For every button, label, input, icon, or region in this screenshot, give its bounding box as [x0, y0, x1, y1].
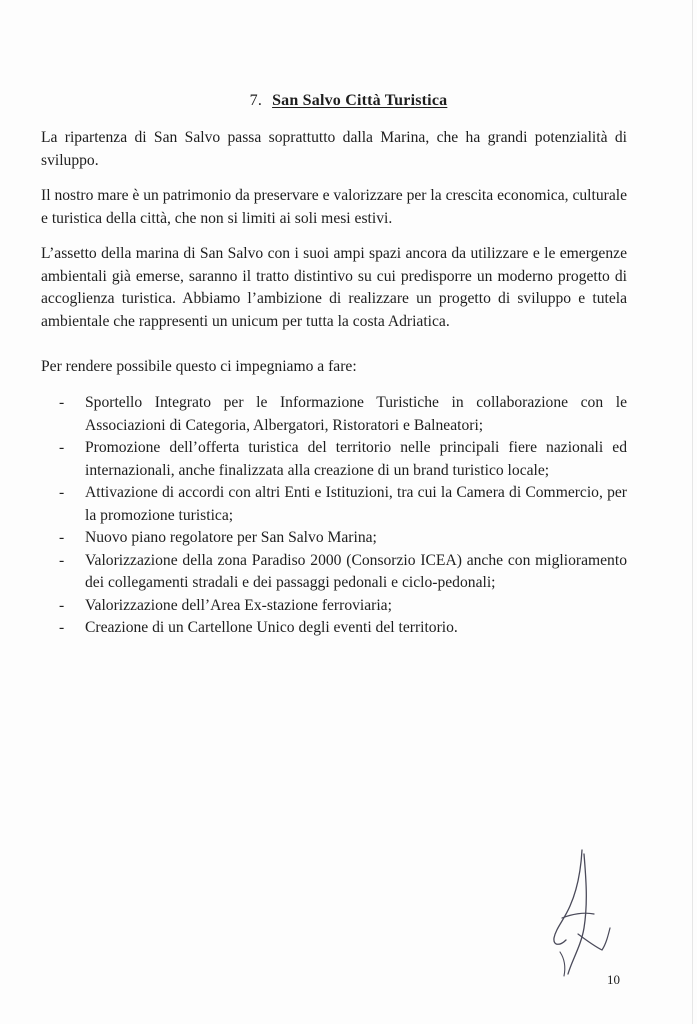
list-item-text: Promozione dell’offerta turistica del territorio nelle principali fiere nazionali ed internazionali, anche finalizzata alla creazione di un brand turistico locale; — [85, 439, 627, 479]
list-item — [41, 617, 627, 640]
commitments-list — [41, 392, 627, 640]
bullet-dash: - — [59, 484, 65, 501]
bullet-dash: - — [59, 619, 65, 636]
section-heading — [0, 90, 697, 113]
bullet-dash: - — [59, 529, 65, 546]
list-item-text: Valorizzazione dell’Area Ex-stazione ferroviaria; — [85, 596, 392, 614]
section-number: 7. — [249, 92, 263, 109]
paragraph-sea: Il nostro mare è un patrimonio da preservare e valorizzare per la crescita economica, culturale e turistica della città, che non si limiti ai soli mesi estivi. — [41, 187, 627, 227]
paragraph-intro: La ripartenza di San Salvo passa soprattutto dalla Marina, che ha grandi potenzialità di sviluppo. — [41, 129, 627, 169]
paragraph-commitments: Per rendere possibile questo ci impegniamo a fare: — [41, 358, 357, 375]
list-item-text: Valorizzazione della zona Paradiso 2000 (Consorzio ICEA) anche con miglioramento dei collegamenti stradali e dei passaggi pedonali e ciclo-pedonali; — [85, 551, 627, 591]
bullet-dash: - — [59, 551, 65, 569]
list-item — [41, 527, 627, 550]
list-item-text: Creazione di un Cartellone Unico degli eventi del territorio. — [85, 619, 458, 636]
bullet-dash: - — [59, 596, 65, 614]
section-title: San Salvo Città Turistica — [272, 92, 448, 109]
bullet-dash: - — [59, 439, 65, 456]
list-item-text: Attivazione di accordi con altri Enti e Istituzioni, tra cui la Camera di Commercio, per la promozione turistica; — [85, 484, 627, 524]
scan-edge-line — [692, 0, 693, 1024]
list-item — [41, 392, 627, 437]
list-item-text: Sportello Integrato per le Informazione Turistiche in collaborazione con le Associazioni di Categoria, Albergatori, Ristoratori e Balneatori; — [85, 394, 627, 434]
list-item — [41, 482, 627, 527]
handwritten-signature — [548, 848, 612, 978]
list-item — [41, 595, 627, 618]
list-item — [41, 550, 627, 595]
bullet-dash: - — [59, 394, 65, 411]
list-item — [41, 437, 627, 482]
list-item-text: Nuovo piano regolatore per San Salvo Marina; — [85, 529, 377, 546]
page-number: 10 — [607, 972, 620, 987]
paragraph-marina: L’assetto della marina di San Salvo con i suoi ampi spazi ancora da utilizzare e le emergenze ambientali già emerse, saranno il tratto distintivo su cui predisporre un moderno progetto di accoglienza turistica. Abbiamo l’ambizione di realizzare un progetto di sviluppo e tutela ambientale che rappresenti un unicum per tutta la costa Adriatica. — [41, 245, 627, 330]
